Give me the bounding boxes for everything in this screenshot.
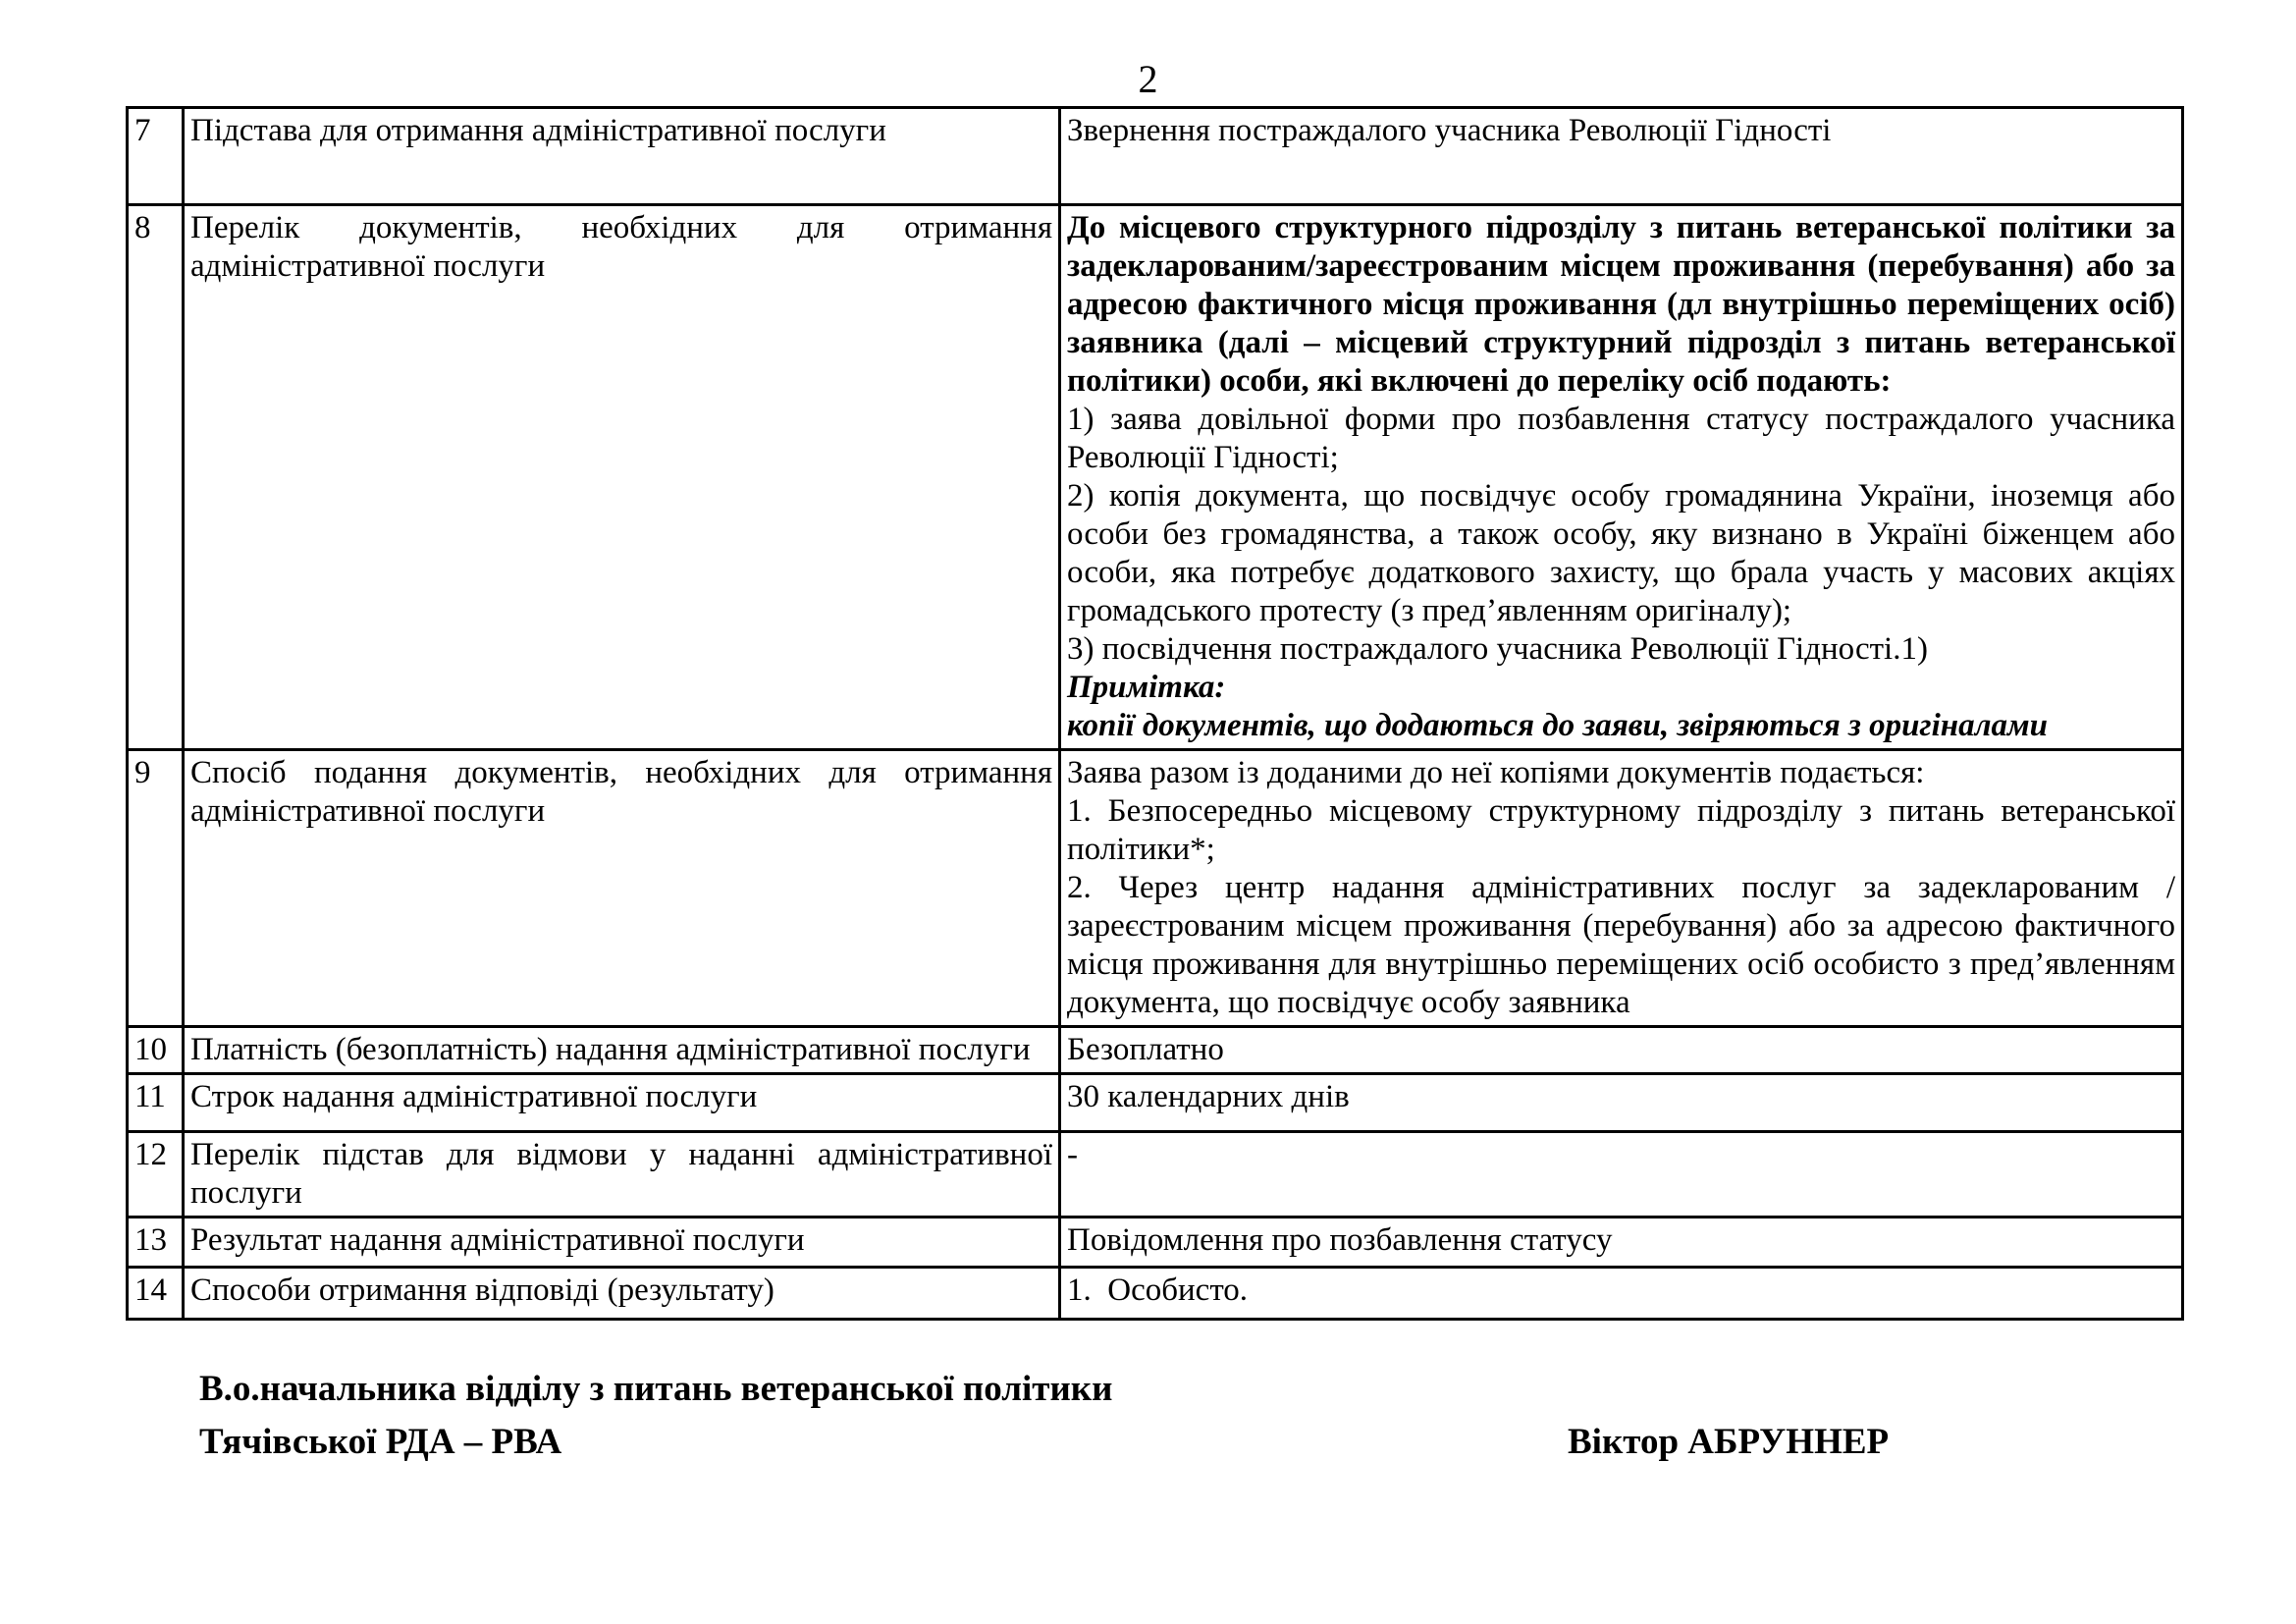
row-number: 7 — [128, 108, 184, 205]
table-row — [128, 1218, 2183, 1268]
submission-item: 1. Безпосередньо місцевому структурному підрозділу з питань ветеранської політики*; — [1067, 793, 2175, 867]
table-row — [128, 750, 2183, 1027]
signatory-name: Віктор АБРУННЕР — [1568, 1422, 1890, 1462]
row-label: Способи отримання відповіді (результату) — [184, 1268, 1060, 1320]
note-label: Примітка: — [1067, 670, 1226, 705]
row-number: 14 — [128, 1268, 184, 1320]
row-number: 9 — [128, 750, 184, 1027]
row-label: Перелік підстав для відмови у наданні адміністративної послуги — [184, 1132, 1060, 1218]
table-row — [128, 1268, 2183, 1320]
submission-item: 2. Через центр надання адміністративних послуг за задекларованим /зареєстрованим місцем проживання (перебування) або за адресою фактичного місця проживання для внутрішньо переміщених осіб особисто з пред’явленням документа, що посвідчує особу заявника — [1067, 870, 2175, 1020]
row-value — [1060, 205, 2183, 750]
table-row — [128, 1132, 2183, 1218]
signatory-row — [199, 1416, 2163, 1469]
row-number: 8 — [128, 205, 184, 750]
document-item: 3) посвідчення постраждалого учасника Революції Гідності.1) — [1067, 631, 1928, 667]
row-value — [1060, 750, 2183, 1027]
note-text: копії документів, що додаються до заяви, звіряються з оригіналами — [1067, 708, 2048, 743]
table-row — [128, 1027, 2183, 1074]
signatory-org: Тячівської РДА – РВА — [199, 1422, 562, 1462]
row-label: Спосіб подання документів, необхідних для отримання адміністративної послуги — [184, 750, 1060, 1027]
row-label: Підстава для отримання адміністративної послуги — [184, 108, 1060, 205]
document-item: 1) заява довільної форми про позбавлення статусу постраждалого учасника Революції Гідності; — [1067, 402, 2175, 475]
admin-service-table — [126, 106, 2184, 1321]
table-row — [128, 1074, 2183, 1132]
row-label: Перелік документів, необхідних для отримання адміністративної послуги — [184, 205, 1060, 750]
row-label: Результат надання адміністративної послуги — [184, 1218, 1060, 1268]
row-label: Строк надання адміністративної послуги — [184, 1074, 1060, 1132]
signature-block — [199, 1363, 2163, 1469]
row-value: Безоплатно — [1060, 1027, 2183, 1074]
row-label: Платність (безоплатність) надання адміністративної послуги — [184, 1027, 1060, 1074]
document-item: 2) копія документа, що посвідчує особу громадянина України, іноземця або особи без громадянства, а також особу, яку визнано в Україні біженцем або особи, яка потребує додаткового захисту, що брала участь у масових акціях громадського протесту (з пред’явленням оригіналу); — [1067, 478, 2175, 628]
row-value: 1. Особисто. — [1060, 1268, 2183, 1320]
row-number: 12 — [128, 1132, 184, 1218]
submission-intro: Заява разом із доданими до неї копіями документів подається: — [1067, 755, 1925, 790]
row-number: 11 — [128, 1074, 184, 1132]
row-value: - — [1060, 1132, 2183, 1218]
row-value: 30 календарних днів — [1060, 1074, 2183, 1132]
row-value: Звернення постраждалого учасника Революції Гідності — [1060, 108, 2183, 205]
row-number: 13 — [128, 1218, 184, 1268]
table-row — [128, 108, 2183, 205]
table-row — [128, 205, 2183, 750]
row-number: 10 — [128, 1027, 184, 1074]
documents-intro: До місцевого структурного підрозділу з питань ветеранської політики за задекларованим/зареєстрованим місцем проживання (перебування) або за адресою фактичного місця проживання (дл внутрішньо переміщених осіб) заявника (далі – місцевий структурний підрозділ з питань ветеранської політики) особи, які включені до переліку осіб подають: — [1067, 210, 2175, 399]
signatory-title: В.о.начальника відділу з питань ветеранської політики — [199, 1369, 1113, 1409]
page-number: 2 — [1138, 57, 1158, 101]
row-value: Повідомлення про позбавлення статусу — [1060, 1218, 2183, 1268]
